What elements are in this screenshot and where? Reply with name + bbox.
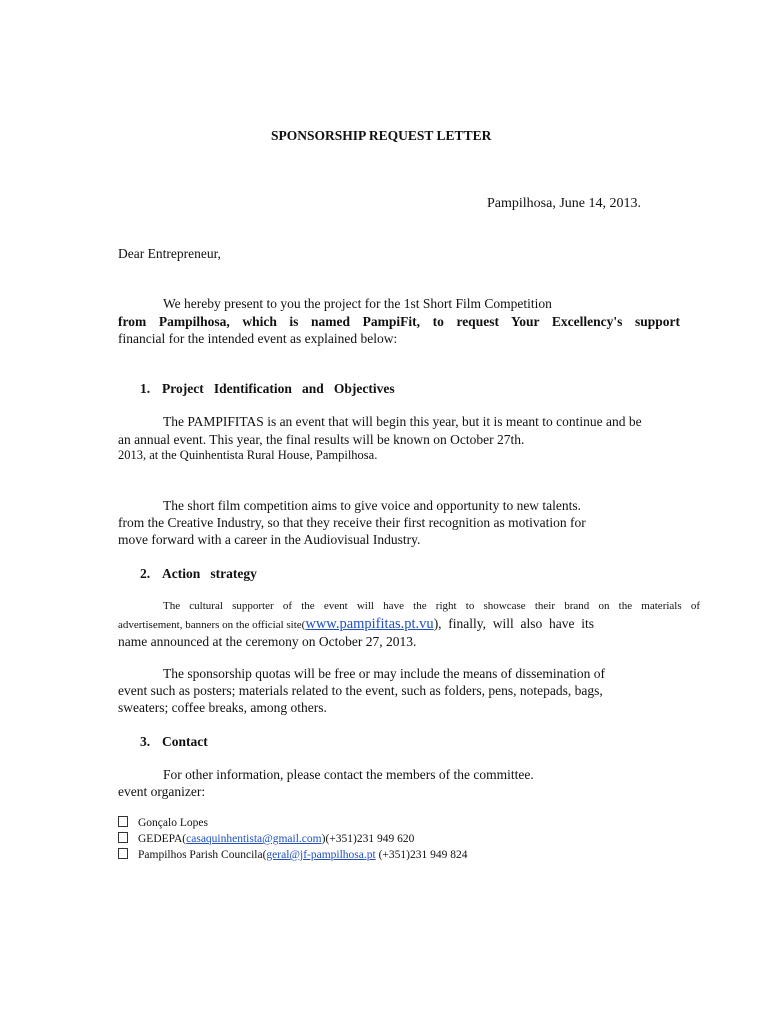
bullet-box-icon [118,832,128,843]
section1-para1-line1: The PAMPIFITAS is an event that will begin this year, but it is meant to continue and be [163,414,642,429]
section3-para1-line2: event organizer: [118,784,206,799]
section2-para2-line2: event such as posters; materials related to the event, such as folders, pens, notepads, bags, [118,683,603,698]
intro-line-2: from Pampilhosa, which is named PampiFit, to request Your Excellency's support [118,314,680,329]
section-heading-project [140,380,395,397]
section1-para1-line2: an annual event. This year, the final results will be known on October 27th. [118,432,525,447]
contact-item [118,831,414,848]
section2-para1-line2 [118,615,594,634]
section-title: Contact [162,734,208,749]
bullet-box-icon [118,848,128,859]
contact-phone: )(+351)231 949 620 [321,833,415,845]
letter-title: SPONSORSHIP REQUEST LETTER [271,128,492,143]
contact-phone: (+351)231 949 824 [375,849,468,861]
section-number: 3. [140,734,151,749]
contact-item [118,847,467,864]
section2-para1-suffix: ), finally, will also have its [433,616,595,631]
section-title: Project Identification and Objectives [162,381,395,396]
section1-para1-line3: 2013, at the Quinhentista Rural House, Pampilhosa. [118,448,378,462]
section2-para1-prefix: advertisement, banners on the official site( [118,619,306,631]
section2-para2-line3: sweaters; coffee breaks, among others. [118,700,327,715]
contact-name: Pampilhos Parish Councila( [138,849,267,861]
section-heading-action [140,565,257,582]
contact-item [118,815,208,832]
section3-para1-line1: For other information, please contact the members of the committee. [163,767,534,782]
section1-para2-line2: from the Creative Industry, so that they receive their first recognition as motivation for [118,515,586,530]
contact-name: GEDEPA( [138,833,187,845]
section2-para2-line1: The sponsorship quotas will be free or may include the means of dissemination of [163,666,606,681]
contact-email-link[interactable]: casaquinhentista@gmail.com [186,833,322,845]
website-link[interactable]: www.pampifitas.pt.vu [305,616,434,632]
section1-para2-line3: move forward with a career in the Audiovisual Industry. [118,532,421,547]
section2-para1-line3: name announced at the ceremony on October 27, 2013. [118,634,417,649]
section1-para2-line1: The short film competition aims to give voice and opportunity to new talents. [163,498,582,513]
date-line: Pampilhosa, June 14, 2013. [487,196,641,211]
section-heading-contact [140,733,208,750]
intro-line-3: financial for the intended event as explained below: [118,331,398,346]
section-number: 2. [140,566,151,581]
contact-name: Gonçalo Lopes [138,817,208,829]
salutation: Dear Entrepreneur, [118,246,221,261]
section2-para1-line1: The cultural supporter of the event will have the right to showcase their brand on the materials of [163,600,700,612]
intro-line-1: We hereby present to you the project for the 1st Short Film Competition [163,296,552,311]
contact-email-link[interactable]: geral@jf-pampilhosa.pt [266,849,376,861]
section-number: 1. [140,381,151,396]
bullet-box-icon [118,816,128,827]
section-title: Action strategy [162,566,257,581]
